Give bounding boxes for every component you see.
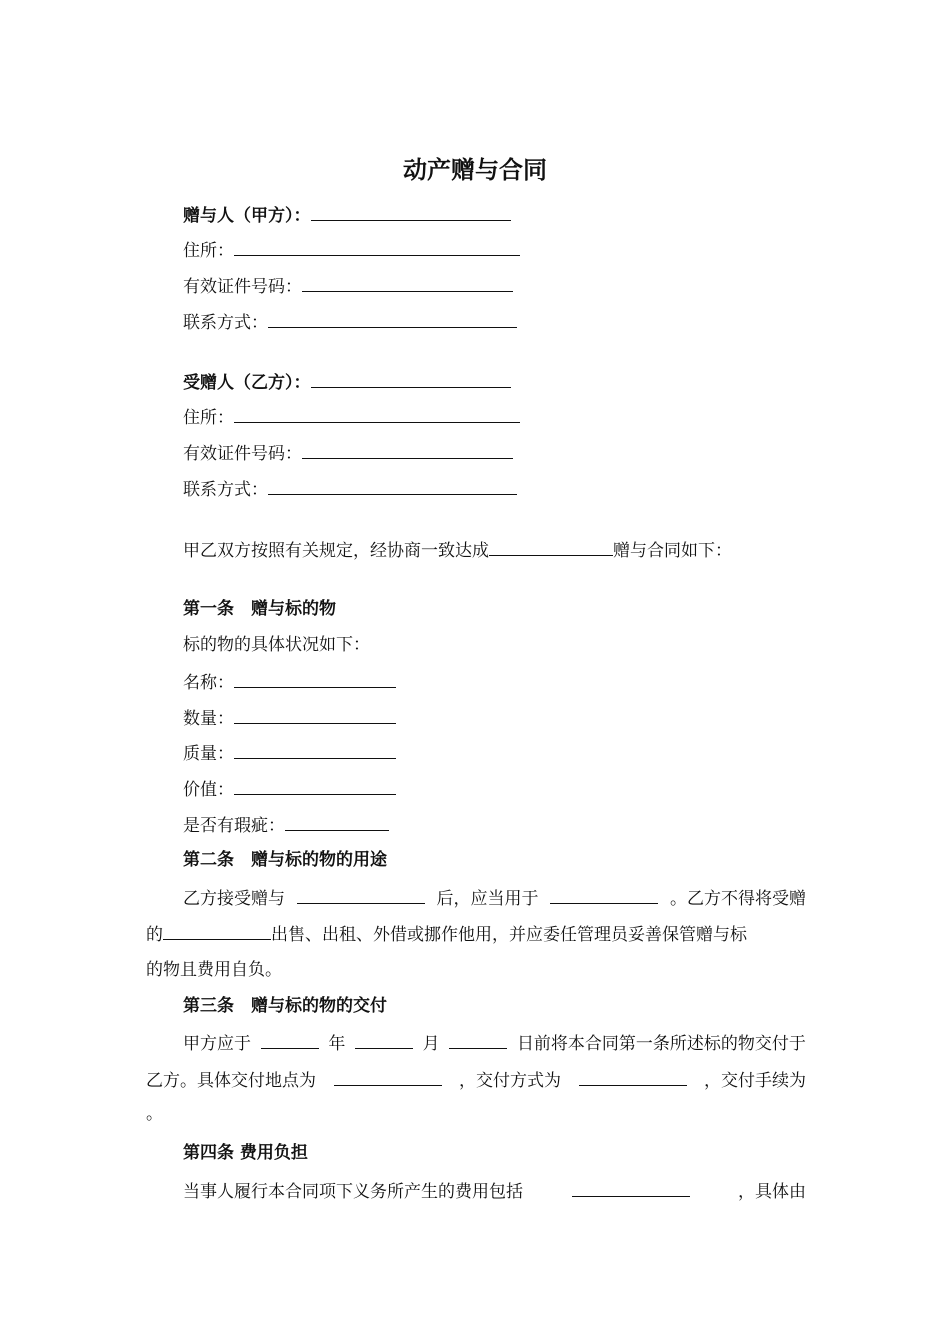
article1-desc: 标的物的具体状况如下：	[183, 635, 370, 655]
donee-address-blank[interactable]	[234, 404, 520, 423]
article3-line1	[183, 1030, 806, 1056]
article2-line1	[183, 885, 806, 911]
article2-heading: 第二条 赠与标的物的用途	[183, 850, 387, 870]
intro-text-after: 赠与合同如下：	[613, 541, 732, 561]
article2-l1a: 乙方接受赠与	[183, 889, 285, 909]
document-title: 动产赠与合同	[403, 156, 547, 184]
donee-id-line	[183, 440, 513, 466]
donor-heading-line	[183, 202, 511, 228]
item-quality-blank[interactable]	[234, 740, 396, 759]
donor-contact-label: 联系方式：	[183, 313, 268, 333]
donor-contact-blank[interactable]	[268, 309, 517, 328]
article3-l2c: ，交付手续为	[704, 1071, 806, 1091]
donor-address-label: 住所：	[183, 241, 234, 261]
intro-line	[183, 537, 732, 563]
article3-l1c: 月	[422, 1034, 440, 1054]
article2-item-blank[interactable]	[163, 921, 271, 940]
article1-quality-line	[183, 740, 396, 766]
article2-l2a: 的	[146, 925, 163, 945]
donee-address-line	[183, 404, 520, 430]
item-name-blank[interactable]	[234, 669, 396, 688]
donor-address-line	[183, 237, 520, 263]
article3-l1d: 日前将本合同第一条所述标的物交付于	[516, 1034, 806, 1054]
article4-line1	[183, 1178, 806, 1204]
article4-l1b: ，具体由	[738, 1182, 806, 1202]
item-quantity-blank[interactable]	[234, 705, 396, 724]
donee-contact-line	[183, 476, 517, 502]
donor-id-blank[interactable]	[302, 273, 513, 292]
item-quantity-label: 数量：	[183, 709, 234, 729]
article2-l1b: 后，应当用于	[436, 889, 539, 909]
article4-heading: 第四条 费用负担	[183, 1143, 308, 1163]
article1-defect-line	[183, 812, 389, 838]
article3-heading: 第三条 赠与标的物的交付	[183, 996, 387, 1016]
delivery-place-blank[interactable]	[334, 1067, 442, 1086]
article2-l2b: 出售、出租、外借或挪作他用，并应委任管理员妥善保管赠与标	[271, 925, 747, 945]
delivery-day-blank[interactable]	[449, 1030, 507, 1049]
item-name-label: 名称：	[183, 673, 234, 693]
item-value-blank[interactable]	[234, 776, 396, 795]
item-defect-label: 是否有瑕疵：	[183, 816, 285, 836]
intro-blank[interactable]	[489, 537, 613, 556]
article2-purpose-blank[interactable]	[550, 885, 658, 904]
article3-l1b: 年	[328, 1034, 346, 1054]
donee-contact-label: 联系方式：	[183, 480, 268, 500]
donee-address-label: 住所：	[183, 408, 234, 428]
donee-name-blank[interactable]	[311, 369, 511, 388]
donee-heading: 受赠人（乙方）：	[183, 373, 311, 393]
donee-contact-blank[interactable]	[268, 476, 517, 495]
article1-quantity-line	[183, 705, 396, 731]
donor-name-blank[interactable]	[311, 202, 511, 221]
donee-id-label: 有效证件号码：	[183, 444, 302, 464]
donor-address-blank[interactable]	[234, 237, 520, 256]
article1-value-line	[183, 776, 396, 802]
article4-l1a: 当事人履行本合同项下义务所产生的费用包括	[183, 1182, 523, 1202]
article1-name-line	[183, 669, 396, 695]
article1-heading: 第一条 赠与标的物	[183, 599, 336, 619]
delivery-month-blank[interactable]	[355, 1030, 413, 1049]
article2-l1c: 。乙方不得将受赠	[670, 889, 806, 909]
item-value-label: 价值：	[183, 780, 234, 800]
article3-l2a: 乙方。具体交付地点为	[146, 1071, 316, 1091]
delivery-year-blank[interactable]	[261, 1030, 319, 1049]
donee-heading-line	[183, 369, 511, 395]
article3-line3: 。	[146, 1104, 163, 1124]
donor-id-line	[183, 273, 513, 299]
donee-id-blank[interactable]	[302, 440, 513, 459]
item-defect-blank[interactable]	[285, 812, 389, 831]
item-quality-label: 质量：	[183, 744, 234, 764]
article3-l2b: ，交付方式为	[459, 1071, 561, 1091]
expense-items-blank[interactable]	[572, 1178, 690, 1197]
intro-text-before: 甲乙双方按照有关规定，经协商一致达成	[183, 541, 489, 561]
donor-heading: 赠与人（甲方）：	[183, 206, 311, 226]
article3-line2	[146, 1067, 806, 1093]
delivery-method-blank[interactable]	[579, 1067, 687, 1086]
donor-id-label: 有效证件号码：	[183, 277, 302, 297]
article2-line3: 的物且费用自负。	[146, 960, 282, 980]
article2-gift-blank[interactable]	[297, 885, 425, 904]
article2-line2	[146, 921, 747, 947]
article3-l1a: 甲方应于	[183, 1034, 251, 1054]
donor-contact-line	[183, 309, 517, 335]
